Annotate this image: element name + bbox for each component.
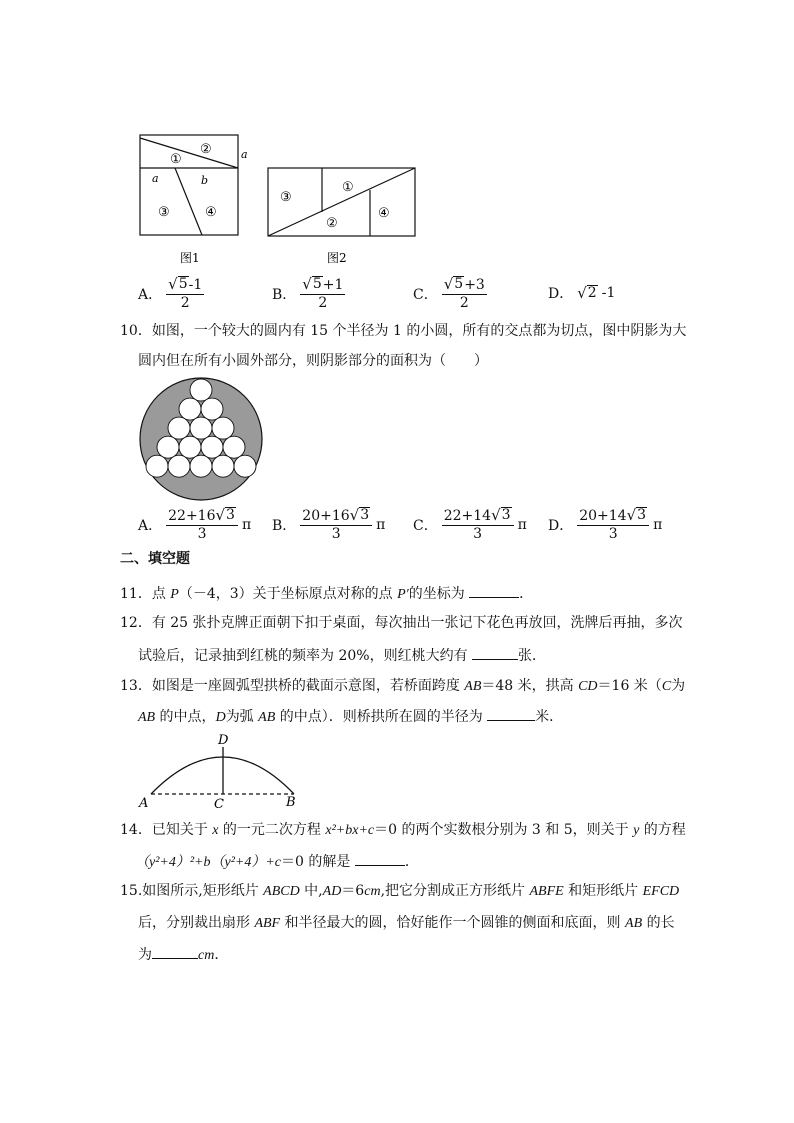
q9-option-d: D． √ 2 -1 — [548, 284, 616, 302]
fig1-label-4: ④ — [205, 205, 217, 220]
small-circle — [168, 417, 190, 439]
small-circle — [179, 398, 201, 420]
q10-option-a: A． 22+16 √ 3 3 π — [138, 506, 252, 542]
q13-bridge-figure — [134, 730, 304, 812]
small-circle — [190, 417, 212, 439]
small-circle — [234, 455, 256, 477]
q15-line1: 15.如图所示,矩形纸片 ABCD 中,AD＝6cm,把它分割成正方形纸片 ABFE 和矩形纸片 EFCD — [120, 883, 680, 899]
bridge-label-b: B — [286, 795, 296, 810]
q15-line2: 后，分别裁出扇形 ABF 和半径最大的圆，恰好能作一个圆锥的侧面和底面，则 AB 的长 — [138, 915, 675, 931]
q9-option-a: A． √ 5 -1 2 — [138, 275, 203, 311]
q14-line1: 14．已知关于 x 的一元二次方程 x²+bx+c＝0 的两个实数根分别为 3 和 5，则关于 y 的方程 — [120, 822, 686, 838]
q14-answer-blank[interactable] — [355, 851, 405, 866]
q12-answer-blank[interactable] — [472, 645, 518, 660]
q10-option-b: B． 20+16 √ 3 3 π — [272, 506, 386, 542]
small-circle — [212, 417, 234, 439]
q10-line2: 圆内但在所有小圆外部分，则阴影部分的面积为（ ） — [138, 353, 488, 369]
fig1-label-1: ① — [170, 152, 182, 167]
section-title: 二、填空题 — [120, 551, 190, 567]
fig2-label-2: ② — [326, 216, 338, 231]
fig2-label-3: ③ — [280, 190, 292, 205]
q10-line1: 10．如图，一个较大的圆内有 15 个半径为 1 的小圆，所有的交点都为切点，图中阴影为大 — [120, 323, 687, 339]
bridge-label-d: D — [218, 733, 229, 748]
fig1-label-a-side: a — [241, 148, 248, 161]
q10-circle-figure — [138, 376, 264, 502]
fig2-label-1: ① — [342, 180, 354, 195]
bridge-label-a: A — [139, 796, 149, 811]
q13-line2: AB 的中点，D为弧 AB 的中点）．则桥拱所在圆的半径为 米． — [138, 706, 563, 728]
q11-answer-blank[interactable] — [469, 583, 519, 598]
fig1-label-3: ③ — [158, 205, 170, 220]
fig1-label-a: a — [152, 172, 159, 185]
small-circle — [146, 455, 168, 477]
fig2-caption: 图2 — [327, 251, 347, 265]
small-circle — [201, 436, 223, 458]
small-circle — [190, 379, 212, 401]
fig1-caption: 图1 — [180, 251, 200, 265]
q15-answer-blank[interactable] — [152, 944, 198, 959]
q9-option-b: B． √ 5 +1 2 — [272, 275, 344, 311]
q9-option-c: C． √ 5 +3 2 — [413, 275, 485, 311]
q13-line1: 13．如图是一座圆弧型拱桥的截面示意图，若桥面跨度 AB＝48 米，拱高 CD＝16 米（C为 — [120, 678, 686, 694]
small-circle — [212, 455, 234, 477]
small-circle — [190, 455, 212, 477]
q14-line2: （y²+4）²+b（y²+4）+c＝0 的解是 ． — [135, 851, 419, 873]
small-circle — [223, 436, 245, 458]
q13-answer-blank[interactable] — [487, 706, 535, 721]
q10-option-d: D． 20+14 √ 3 3 π — [548, 506, 663, 542]
q15-line3: 为 cm． — [138, 944, 228, 966]
fig1-label-2: ② — [200, 142, 212, 157]
small-circle — [201, 398, 223, 420]
q10-option-c: C． 22+14 √ 3 3 π — [413, 506, 527, 542]
fig1-label-b: b — [201, 174, 209, 187]
q9-figures — [130, 130, 430, 270]
fig1-rect — [140, 135, 238, 235]
q12-line1: 12．有 25 张扑克牌正面朝下扣于桌面，每次抽出一张记下花色再放回，洗牌后再抽，多次 — [120, 615, 683, 631]
q12-line2: 试验后，记录抽到红桃的频率为 20%，则红桃大约有 张． — [138, 645, 546, 666]
small-circle — [168, 455, 190, 477]
small-circle — [157, 436, 179, 458]
small-circle — [179, 436, 201, 458]
fig2-label-4: ④ — [378, 206, 390, 221]
bridge-label-c: C — [214, 797, 224, 812]
q11: 11．点 P（－4，3）关于坐标原点对称的点 P′的坐标为 ． — [120, 583, 533, 605]
